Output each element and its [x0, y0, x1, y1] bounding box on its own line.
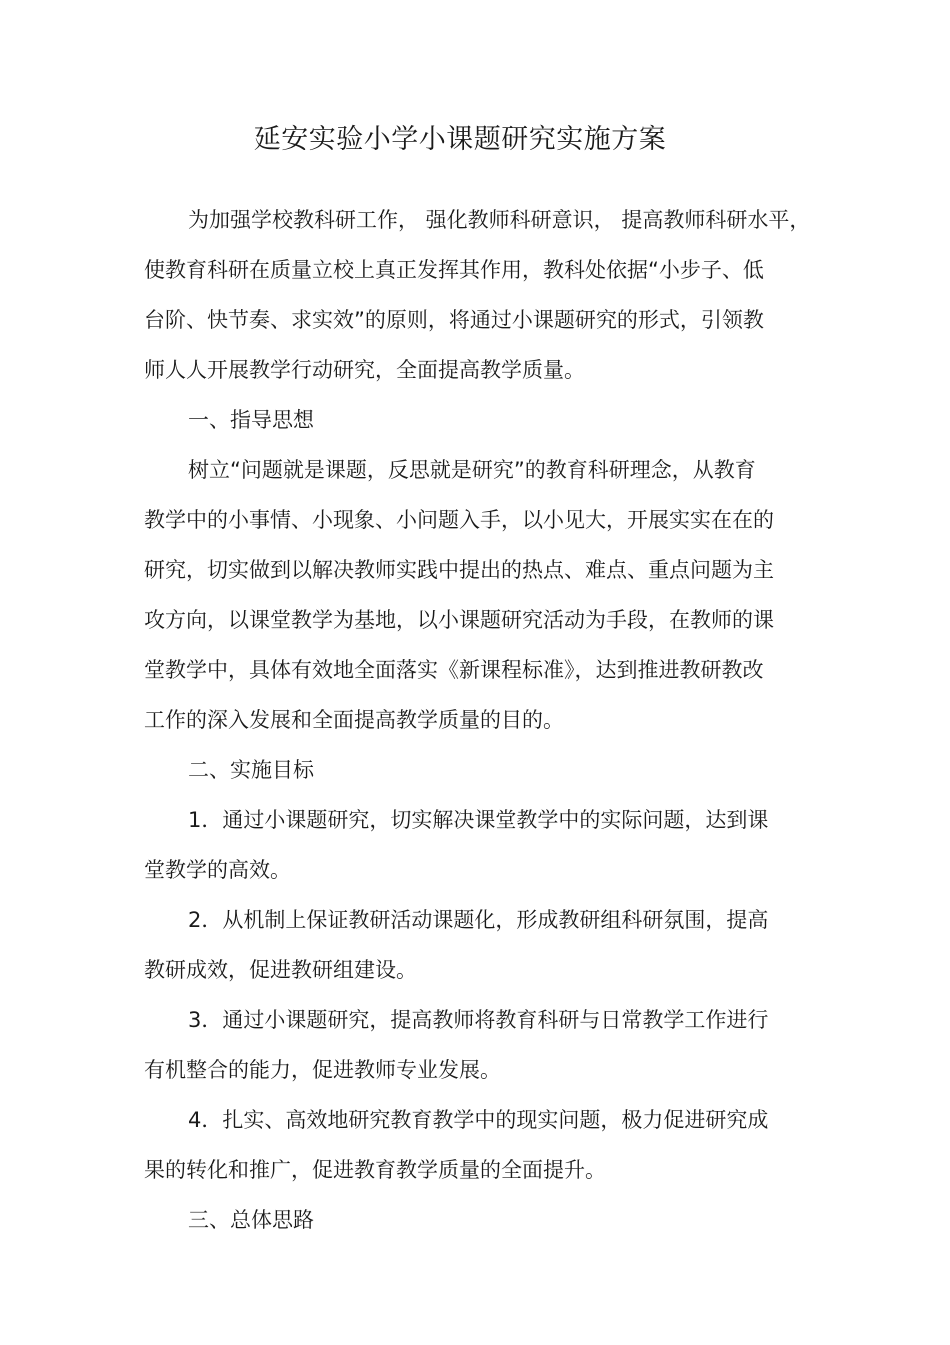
- paragraph-line: 堂教学的高效。: [144, 858, 291, 882]
- paragraph-line: 3．通过小课题研究，提高教师将教育科研与日常教学工作进行: [188, 1008, 769, 1032]
- paragraph-line: 教学中的小事情、小现象、小问题入手，以小见大，开展实实在在的: [144, 508, 774, 532]
- paragraph-line: 树立“问题就是课题，反思就是研究”的教育科研理念，从教育: [188, 458, 756, 482]
- paragraph-line: 攻方向，以课堂教学为基地，以小课题研究活动为手段，在教师的课: [144, 608, 774, 632]
- paragraph-line: 果的转化和推广，促进教育教学质量的全面提升。: [144, 1158, 606, 1182]
- section-heading: 三、总体思路: [188, 1208, 314, 1232]
- goal-item-2: [144, 895, 784, 995]
- paragraph-line: 4．扎实、高效地研究教育教学中的现实问题，极力促进研究成: [188, 1108, 769, 1132]
- paragraph-line: 堂教学中，具体有效地全面落实《新课程标准》，达到推进教研教改: [144, 658, 764, 682]
- goal-item-4: [144, 1095, 784, 1195]
- paragraph-line: 2．从机制上保证教研活动课题化，形成教研组科研氛围，提高: [188, 908, 769, 932]
- paragraph-line: 教研成效，促进教研组建设。: [144, 958, 417, 982]
- document-body: [144, 195, 811, 1245]
- paragraph-line: 研究，切实做到以解决教师实践中提出的热点、难点、重点问题为主: [144, 558, 774, 582]
- paragraph-line: 台阶、快节奏、求实效”的原则，将通过小课题研究的形式，引领教: [144, 308, 764, 332]
- section-heading-goals: [144, 745, 784, 795]
- section-heading: 一、指导思想: [188, 408, 314, 432]
- intro-paragraph: [144, 195, 811, 395]
- paragraph-line: 使教育科研在质量立校上真正发挥其作用，教科处依据“小步子、低: [144, 258, 764, 282]
- goal-item-1: [144, 795, 784, 895]
- guiding-thought-paragraph: [144, 445, 784, 745]
- document-title: 延安实验小学小课题研究实施方案: [253, 124, 667, 155]
- section-heading-guiding-thought: [144, 395, 784, 445]
- section-heading: 二、实施目标: [188, 758, 314, 782]
- section-heading-overall-approach: [144, 1195, 784, 1245]
- paragraph-line: 有机整合的能力，促进教师专业发展。: [144, 1058, 501, 1082]
- goal-item-3: [144, 995, 784, 1095]
- paragraph-line: 师人人开展教学行动研究，全面提高教学质量。: [144, 358, 585, 382]
- paragraph-line: 1．通过小课题研究，切实解决课堂教学中的实际问题，达到课: [188, 808, 769, 832]
- paragraph-line: 工作的深入发展和全面提高教学质量的目的。: [144, 708, 564, 732]
- paragraph-line: 为加强学校教科研工作， 强化教师科研意识， 提高教师科研水平，: [188, 208, 811, 232]
